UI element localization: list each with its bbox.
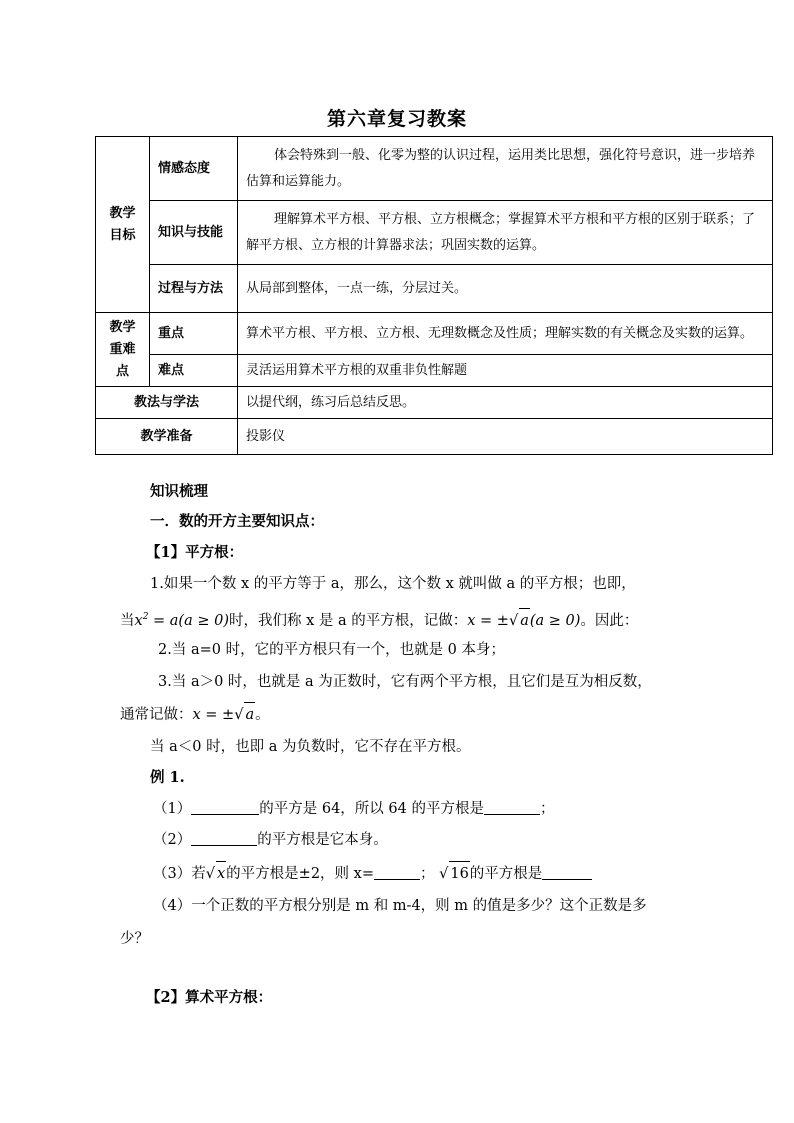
lesson-info-table [95, 136, 773, 455]
blank[interactable] [484, 800, 540, 815]
formula-notation: x = ±√ a(a ≥ 0) [467, 613, 580, 629]
row-text-attitude: 体会特殊到一般、化零为整的认识过程，运用类比思想，强化符号意识，进一步培养估算和运算能力。 [238, 137, 773, 201]
formula-sqrt-16: √ 16 [439, 866, 470, 882]
para-2: 2.当 a=0 时，它的平方根只有一个，也就是 0 本身； [158, 642, 506, 658]
para-1a: 1.如果一个数 x 的平方等于 a，那么，这个数 x 就叫做 a 的平方根；也即， [150, 576, 636, 592]
formula-condition: $x^2 = a(a \ge 0)$ [134, 612, 229, 629]
row-text-difficult: 灵活运用算术平方根的双重非负性解题 [238, 355, 773, 387]
row-label-method: 教法与学法 [96, 387, 238, 419]
blank[interactable] [191, 831, 257, 846]
formula-pm-sqrt: x = ±√ a [193, 707, 256, 723]
section-title: 知识梳理 [150, 483, 208, 500]
row-label-difficult: 难点 [150, 355, 238, 387]
heading-arithmetic-root: 【2】算术平方根： [146, 989, 273, 1006]
key-label: 教学重难点 [96, 313, 150, 387]
row-label-key: 重点 [150, 313, 238, 355]
blank[interactable] [542, 865, 592, 880]
example-4b: 少？ [120, 931, 149, 947]
example-3: （3）若√ x的平方根是±2，则 x= ； √ 16的平方根是 [153, 861, 592, 886]
row-text-prep: 投影仪 [238, 419, 773, 455]
row-text-process: 从局部到整体，一点一练，分层过关。 [238, 265, 773, 313]
para-3b: 通常记做：x = ±√ a。 [120, 702, 270, 727]
blank[interactable] [191, 800, 259, 815]
row-label-knowledge: 知识与技能 [150, 201, 238, 265]
example-1: （1） 的平方是 64，所以 64 的平方根是 ； [153, 801, 555, 817]
goal-label: 教学目标 [96, 137, 150, 313]
row-label-attitude: 情感态度 [150, 137, 238, 201]
heading-1: 一．数的开方主要知识点： [150, 513, 324, 530]
heading-square-root: 【1】平方根： [146, 544, 244, 561]
example-4a: （4）一个正数的平方根分别是 m 和 m-4，则 m 的值是多少？这个正数是多 [153, 898, 647, 914]
row-text-method: 以提代纲，练习后总结反思。 [238, 387, 773, 419]
row-text-key: 算术平方根、平方根、立方根、无理数概念及性质；理解实数的有关概念及实数的运算。 [238, 313, 773, 355]
para-4: 当 a＜0 时，也即 a 为负数时，它不存在平方根。 [150, 739, 471, 755]
page-title: 第六章复习教案 [326, 108, 467, 130]
example-title: 例 1. [150, 769, 185, 786]
formula-sqrt-x: √ x [206, 866, 226, 882]
example-2: （2） 的平方根是它本身。 [153, 832, 388, 848]
para-1b: 当$x^2 = a(a \ge 0)$时，我们称 x 是 a 的平方根，记做：x = ±√ a(a ≥ 0)。因此： [120, 605, 638, 633]
para-3a: 3.当 a＞0 时，也就是 a 为正数时，它有两个平方根，且它们是互为相反数， [158, 674, 652, 690]
blank[interactable] [374, 865, 420, 880]
row-label-process: 过程与方法 [150, 265, 238, 313]
row-label-prep: 教学准备 [96, 419, 238, 455]
row-text-knowledge: 理解算术平方根、平方根、立方根概念；掌握算术平方根和平方根的区别于联系；了解平方根、立方根的计算器求法；巩固实数的运算。 [238, 201, 773, 265]
